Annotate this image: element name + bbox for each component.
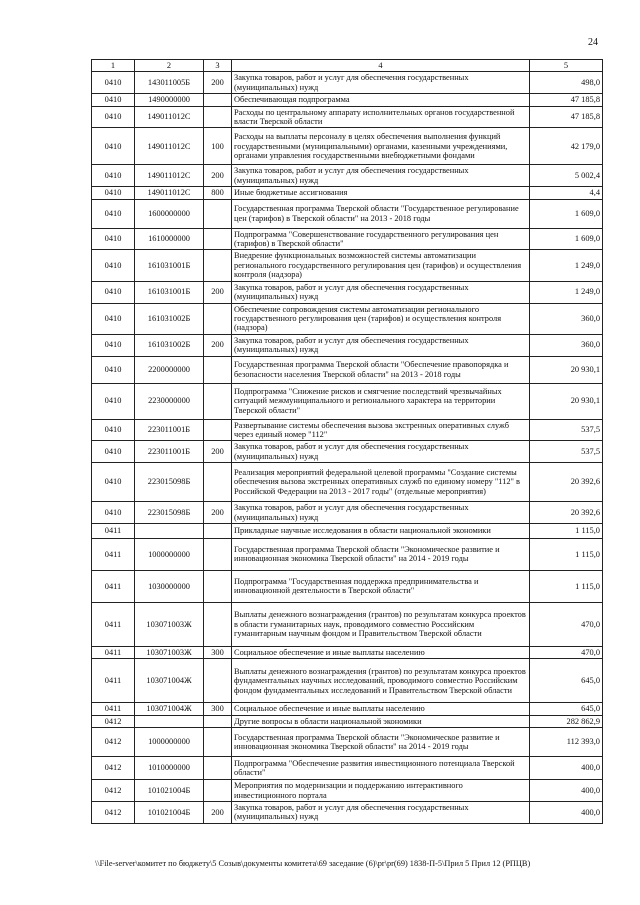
description-cell: Закупка товаров, работ и услуг для обеспечения государственных (муниципальных) нужд: [232, 281, 530, 303]
section-code-cell: 0410: [92, 106, 135, 128]
target-code-cell: 1000000000: [135, 728, 204, 757]
target-code-cell: [135, 523, 204, 538]
section-code-cell: 0411: [92, 602, 135, 646]
amount-cell: 1 609,0: [530, 228, 603, 250]
table-row: [92, 419, 603, 441]
table-row: [92, 646, 603, 658]
table-row: [92, 523, 603, 538]
description-cell: Государственная программа Тверской области "Государственное регулирование цен (тарифов) в Тверской области" на 2013 - 2018 годы: [232, 199, 530, 228]
description-cell: Закупка товаров, работ и услуг для обеспечения государственных (муниципальных) нужд: [232, 334, 530, 356]
target-code-cell: [135, 715, 204, 727]
description-cell: Государственная программа Тверской области "Обеспечение правопорядка и безопасности населения Тверской области" на 2013 - 2018 годы: [232, 356, 530, 383]
target-code-cell: 223011001Б: [135, 441, 204, 463]
target-code-cell: 1610000000: [135, 228, 204, 250]
page-number: 24: [588, 37, 598, 48]
amount-cell: 282 862,9: [530, 715, 603, 727]
expense-kind-cell: 200: [204, 802, 232, 824]
expense-kind-cell: [204, 757, 232, 780]
section-code-cell: 0411: [92, 703, 135, 715]
amount-cell: 20 392,6: [530, 502, 603, 524]
target-code-cell: 161031001Б: [135, 250, 204, 281]
section-code-cell: 0410: [92, 356, 135, 383]
expense-kind-cell: [204, 728, 232, 757]
description-cell: Закупка товаров, работ и услуг для обеспечения государственных (муниципальных) нужд: [232, 165, 530, 187]
table-row: [92, 281, 603, 303]
table-row: [92, 250, 603, 281]
description-cell: Расходы по центральному аппарату исполнительных органов государственной власти Тверской области: [232, 106, 530, 128]
section-code-cell: 0412: [92, 728, 135, 757]
table-row: [92, 502, 603, 524]
amount-cell: 1 609,0: [530, 199, 603, 228]
section-code-cell: 0410: [92, 187, 135, 199]
amount-cell: 537,5: [530, 419, 603, 441]
section-code-cell: 0410: [92, 72, 135, 94]
target-code-cell: 2230000000: [135, 383, 204, 419]
table-row: [92, 383, 603, 419]
header-col-5: 5: [530, 60, 603, 72]
description-cell: Закупка товаров, работ и услуг для обеспечения государственных (муниципальных) нужд: [232, 502, 530, 524]
description-cell: Реализация мероприятий федеральной целевой программы "Создание системы обеспечения вызова экстренных оперативных служб по единому номеру "112" в Российской Федерации на 2013 - 2017 годы" (отдельные мероприятия): [232, 463, 530, 502]
amount-cell: 47 185,8: [530, 94, 603, 106]
target-code-cell: 161031002Б: [135, 334, 204, 356]
section-code-cell: 0412: [92, 757, 135, 780]
table-row: [92, 703, 603, 715]
amount-cell: 400,0: [530, 757, 603, 780]
expense-kind-cell: [204, 383, 232, 419]
expense-kind-cell: [204, 570, 232, 602]
table-row: [92, 165, 603, 187]
target-code-cell: 149011012С: [135, 128, 204, 165]
expense-kind-cell: 100: [204, 128, 232, 165]
header-col-2: 2: [135, 60, 204, 72]
table-row: [92, 757, 603, 780]
amount-cell: 1 115,0: [530, 538, 603, 570]
expense-kind-cell: 200: [204, 72, 232, 94]
table-row: [92, 106, 603, 128]
description-cell: Подпрограмма "Государственная поддержка предпринимательства и инновационной деятельности в Тверской области": [232, 570, 530, 602]
table-row: [92, 802, 603, 824]
target-code-cell: 1600000000: [135, 199, 204, 228]
section-code-cell: 0412: [92, 715, 135, 727]
target-code-cell: 223015098Б: [135, 502, 204, 524]
description-cell: Подпрограмма "Снижение рисков и смягчение последствий чрезвычайных ситуаций межмуниципального и регионального характера на территории Тверской области": [232, 383, 530, 419]
table-row: [92, 356, 603, 383]
amount-cell: 42 179,0: [530, 128, 603, 165]
amount-cell: 537,5: [530, 441, 603, 463]
target-code-cell: 103071004Ж: [135, 659, 204, 703]
expense-kind-cell: 800: [204, 187, 232, 199]
target-code-cell: 143011005Б: [135, 72, 204, 94]
expense-kind-cell: 200: [204, 165, 232, 187]
target-code-cell: 161031002Б: [135, 303, 204, 334]
target-code-cell: 103071004Ж: [135, 703, 204, 715]
expense-kind-cell: [204, 780, 232, 802]
table-row: [92, 94, 603, 106]
table-row: [92, 303, 603, 334]
table-row: [92, 602, 603, 646]
expense-kind-cell: 200: [204, 281, 232, 303]
description-cell: Обеспечение сопровождения системы автоматизации регионального государственного регулирования цен (тарифов) и осуществления контроля (надзора): [232, 303, 530, 334]
expense-kind-cell: [204, 538, 232, 570]
section-code-cell: 0410: [92, 303, 135, 334]
table-row: [92, 441, 603, 463]
description-cell: Развертывание системы обеспечения вызова экстренных оперативных служб через единый номер "112": [232, 419, 530, 441]
section-code-cell: 0412: [92, 780, 135, 802]
amount-cell: 20 392,6: [530, 463, 603, 502]
description-cell: Внедрение функциональных возможностей системы автоматизации регионального государственного регулирования цен (тарифов) и осуществления контроля (надзора): [232, 250, 530, 281]
header-row: [92, 60, 603, 72]
expense-kind-cell: [204, 250, 232, 281]
amount-cell: 360,0: [530, 334, 603, 356]
expense-kind-cell: [204, 463, 232, 502]
description-cell: Прикладные научные исследования в области национальной экономики: [232, 523, 530, 538]
section-code-cell: 0410: [92, 128, 135, 165]
target-code-cell: 149011012С: [135, 106, 204, 128]
table-row: [92, 228, 603, 250]
expense-kind-cell: 300: [204, 703, 232, 715]
section-code-cell: 0410: [92, 502, 135, 524]
amount-cell: 498,0: [530, 72, 603, 94]
expense-kind-cell: [204, 303, 232, 334]
amount-cell: 1 249,0: [530, 281, 603, 303]
target-code-cell: 149011012С: [135, 187, 204, 199]
description-cell: Выплаты денежного вознаграждения (грантов) по результатам конкурса проектов в области гуманитарных наук, проводимого совместно Российским гуманитарным научным фондом и Правительством Тверской области: [232, 602, 530, 646]
description-cell: Закупка товаров, работ и услуг для обеспечения государственных (муниципальных) нужд: [232, 802, 530, 824]
amount-cell: 400,0: [530, 780, 603, 802]
section-code-cell: 0410: [92, 383, 135, 419]
amount-cell: 1 249,0: [530, 250, 603, 281]
expense-kind-cell: 200: [204, 441, 232, 463]
expense-kind-cell: 200: [204, 334, 232, 356]
target-code-cell: 1000000000: [135, 538, 204, 570]
section-code-cell: 0411: [92, 538, 135, 570]
target-code-cell: 1030000000: [135, 570, 204, 602]
amount-cell: 5 002,4: [530, 165, 603, 187]
table-row: [92, 728, 603, 757]
section-code-cell: 0410: [92, 463, 135, 502]
file-path-footer: \\File-server\комитет по бюджету\5 Созыв\документы комитета\69 заседание (6)\pr\pr(69) 1838-П-5\Прил 5 Прил 12 (РПЦВ): [95, 859, 531, 868]
target-code-cell: 1490000000: [135, 94, 204, 106]
table-row: [92, 570, 603, 602]
description-cell: Иные бюджетные ассигнования: [232, 187, 530, 199]
target-code-cell: 1010000000: [135, 757, 204, 780]
expense-kind-cell: [204, 199, 232, 228]
section-code-cell: 0410: [92, 441, 135, 463]
amount-cell: 645,0: [530, 659, 603, 703]
table-row: [92, 187, 603, 199]
header-col-4: 4: [232, 60, 530, 72]
target-code-cell: 103071003Ж: [135, 602, 204, 646]
amount-cell: 112 393,0: [530, 728, 603, 757]
section-code-cell: 0410: [92, 281, 135, 303]
section-code-cell: 0411: [92, 646, 135, 658]
table-row: [92, 780, 603, 802]
description-cell: Государственная программа Тверской области "Экономическое развитие и инновационная экономика Тверской области" на 2014 - 2019 годы: [232, 538, 530, 570]
amount-cell: 470,0: [530, 602, 603, 646]
description-cell: Закупка товаров, работ и услуг для обеспечения государственных (муниципальных) нужд: [232, 441, 530, 463]
description-cell: Мероприятия по модернизации и поддержанию интерактивного инвестиционного портала: [232, 780, 530, 802]
target-code-cell: 161031001Б: [135, 281, 204, 303]
section-code-cell: 0410: [92, 334, 135, 356]
table-row: [92, 334, 603, 356]
expense-kind-cell: 200: [204, 502, 232, 524]
description-cell: Расходы на выплаты персоналу в целях обеспечения выполнения функций государственными (муниципальными) органами, казенными учреждениями, органами управления государственными внебюджетными фондами: [232, 128, 530, 165]
table-row: [92, 463, 603, 502]
amount-cell: 645,0: [530, 703, 603, 715]
target-code-cell: 149011012С: [135, 165, 204, 187]
description-cell: Государственная программа Тверской области "Экономическое развитие и инновационная экономика Тверской области" на 2014 - 2019 годы: [232, 728, 530, 757]
description-cell: Закупка товаров, работ и услуг для обеспечения государственных (муниципальных) нужд: [232, 72, 530, 94]
expense-kind-cell: [204, 602, 232, 646]
expense-kind-cell: [204, 715, 232, 727]
budget-table: [91, 59, 603, 824]
expense-kind-cell: [204, 419, 232, 441]
description-cell: Социальное обеспечение и иные выплаты населению: [232, 703, 530, 715]
amount-cell: 360,0: [530, 303, 603, 334]
target-code-cell: 223011001Б: [135, 419, 204, 441]
amount-cell: 47 185,8: [530, 106, 603, 128]
table-row: [92, 72, 603, 94]
amount-cell: 4,4: [530, 187, 603, 199]
expense-kind-cell: [204, 106, 232, 128]
expense-kind-cell: 300: [204, 646, 232, 658]
section-code-cell: 0411: [92, 659, 135, 703]
description-cell: Подпрограмма "Совершенствование государственного регулирования цен (тарифов) в Тверской области": [232, 228, 530, 250]
table-row: [92, 199, 603, 228]
target-code-cell: 2200000000: [135, 356, 204, 383]
description-cell: Социальное обеспечение и иные выплаты населению: [232, 646, 530, 658]
description-cell: Подпрограмма "Обеспечение развития инвестиционного потенциала Тверской области": [232, 757, 530, 780]
amount-cell: 1 115,0: [530, 570, 603, 602]
section-code-cell: 0411: [92, 523, 135, 538]
amount-cell: 20 930,1: [530, 356, 603, 383]
target-code-cell: 223015098Б: [135, 463, 204, 502]
table-row: [92, 659, 603, 703]
expense-kind-cell: [204, 356, 232, 383]
table-row: [92, 128, 603, 165]
expense-kind-cell: [204, 659, 232, 703]
target-code-cell: 103071003Ж: [135, 646, 204, 658]
description-cell: Обеспечивающая подпрограмма: [232, 94, 530, 106]
target-code-cell: 101021004Б: [135, 802, 204, 824]
amount-cell: 1 115,0: [530, 523, 603, 538]
expense-kind-cell: [204, 523, 232, 538]
section-code-cell: 0410: [92, 419, 135, 441]
table-row: [92, 538, 603, 570]
section-code-cell: 0410: [92, 250, 135, 281]
amount-cell: 20 930,1: [530, 383, 603, 419]
amount-cell: 400,0: [530, 802, 603, 824]
section-code-cell: 0412: [92, 802, 135, 824]
section-code-cell: 0410: [92, 228, 135, 250]
section-code-cell: 0410: [92, 199, 135, 228]
header-col-1: 1: [92, 60, 135, 72]
expense-kind-cell: [204, 228, 232, 250]
section-code-cell: 0410: [92, 94, 135, 106]
header-col-3: 3: [204, 60, 232, 72]
table-row: [92, 715, 603, 727]
target-code-cell: 101021004Б: [135, 780, 204, 802]
section-code-cell: 0410: [92, 165, 135, 187]
amount-cell: 470,0: [530, 646, 603, 658]
expense-kind-cell: [204, 94, 232, 106]
description-cell: Другие вопросы в области национальной экономики: [232, 715, 530, 727]
description-cell: Выплаты денежного вознаграждения (грантов) по результатам конкурса проектов фундаментальных научных исследований, проводимого совместно Российским фондом фундаментальных исследований и Правительством Тверской области: [232, 659, 530, 703]
section-code-cell: 0411: [92, 570, 135, 602]
